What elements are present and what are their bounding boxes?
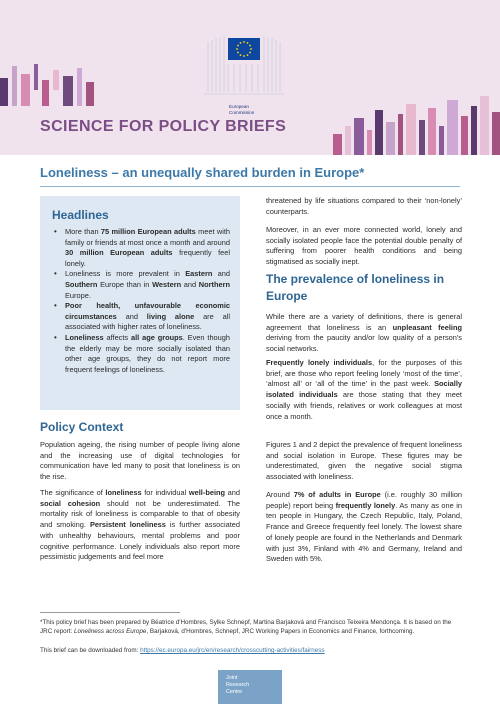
policy-paragraph: The significance of loneliness for individual well-being and social cohesion should not be underestimated. The mortality risk of loneliness is comparable to that of obesity and smoking. Persistent loneliness is further associated with unhealthy behaviours, mental problems and poor cognitive performance. Lonely individuals also report more pessimistic judgements and feel more — [40, 488, 241, 562]
headlines-list — [52, 227, 230, 375]
policy-context-heading: Policy Context — [40, 420, 124, 434]
prevalence-paragraph: Around 7% of adults in Europe (i.e. roughly 30 million people) report being frequently lonely. As many as one in ten people in Hungary, the Czech Republic, Italy, Poland, France and Greece frequently feel lonely. The lowest share of lonely people are found in the Netherlands and Denmark with just 3%, Finland with 4% and Germany, Ireland and Sweden with 5%. — [266, 490, 463, 564]
prevalence-heading: The prevalence of loneliness in Europe — [266, 272, 445, 303]
logo-text: European Commission — [229, 104, 255, 115]
prevalence-paragraph: Frequently lonely individuals, for the purposes of this brief, are those who report feeling lonely ‘most of the time’, ‘almost all’ or ‘all of the time’ in the past week. Socially isolated individuals are those stating that they meet socially with friends, relatives or work colleagues at most once a month. — [266, 358, 462, 421]
document-title: Loneliness – an unequally shared burden in Europe* — [40, 165, 365, 180]
prevalence-paragraph: Figures 1 and 2 depict the prevalence of frequent loneliness and social isolation in Europe. These figures may be underestimated, given the negative social stigma associated with loneliness. — [266, 440, 462, 482]
title-divider — [40, 186, 460, 187]
eu-flag-icon — [228, 38, 260, 60]
decorative-bars-right — [325, 96, 500, 155]
jrc-badge — [218, 670, 282, 704]
headlines-box — [40, 196, 240, 410]
jrc-badge-text: Joint Research Centre — [226, 675, 250, 695]
headlines-heading: Headlines — [52, 208, 109, 222]
headline-item: • Loneliness is more prevalent in Eastern and Southern Europe than in Western and Northern Europe. — [52, 269, 230, 301]
continuation-paragraph: threatened by life situations compared to their ‘non-lonely’ counterparts. — [266, 196, 462, 216]
prevalence-paragraph: While there are a variety of definitions, there is general agreement that loneliness is an unpleasant feeling deriving from the paucity and/or low quality of a person's social networks. — [266, 312, 462, 354]
series-title: SCIENCE FOR POLICY BRIEFS — [40, 118, 287, 135]
footnote-divider — [40, 612, 180, 613]
headline-item: • Loneliness affects all age groups. Even though the elderly may be more socially isolated than other age groups, they do not report more frequent feelings of loneliness. — [52, 333, 230, 375]
decorative-bars-left — [0, 64, 110, 106]
headline-item: • Poor health, unfavourable economic circumstances and living alone are all associated with higher rates of loneliness. — [52, 301, 230, 333]
footnote-download — [40, 646, 460, 655]
policy-paragraph: Population ageing, the rising number of people living alone and the increasing use of digital technologies for communication have led many to posit that loneliness is on the rise. — [40, 440, 240, 482]
continuation-paragraph: Moreover, in an ever more connected world, lonely and socially isolated people face the potential double penalty of suffering from poorer health conditions and being stigmatised as socially inept. — [266, 225, 462, 267]
headline-item: • More than 75 million European adults meet with family or friends at most once a month and around 30 million European adults frequently feel lonely. — [52, 227, 230, 269]
download-link[interactable]: https://ec.europa.eu/jrc/en/research/crosscutting-activities/fairness — [140, 647, 325, 654]
page-header — [0, 0, 500, 155]
european-commission-logo — [204, 32, 300, 115]
footnote-authors: *This policy brief has been prepared by Béatrice d'Hombres, Sylke Schnepf, Martina Barjaková and Francisco Teixeira Mendonça. It is based on the JRC report: Loneliness across Europe, Barjaková, d'Hombres, Schnepf, JRC Working Papers in Economics and Finance, forthcoming. — [40, 619, 452, 636]
download-label: This brief can be downloaded from: — [40, 647, 141, 654]
